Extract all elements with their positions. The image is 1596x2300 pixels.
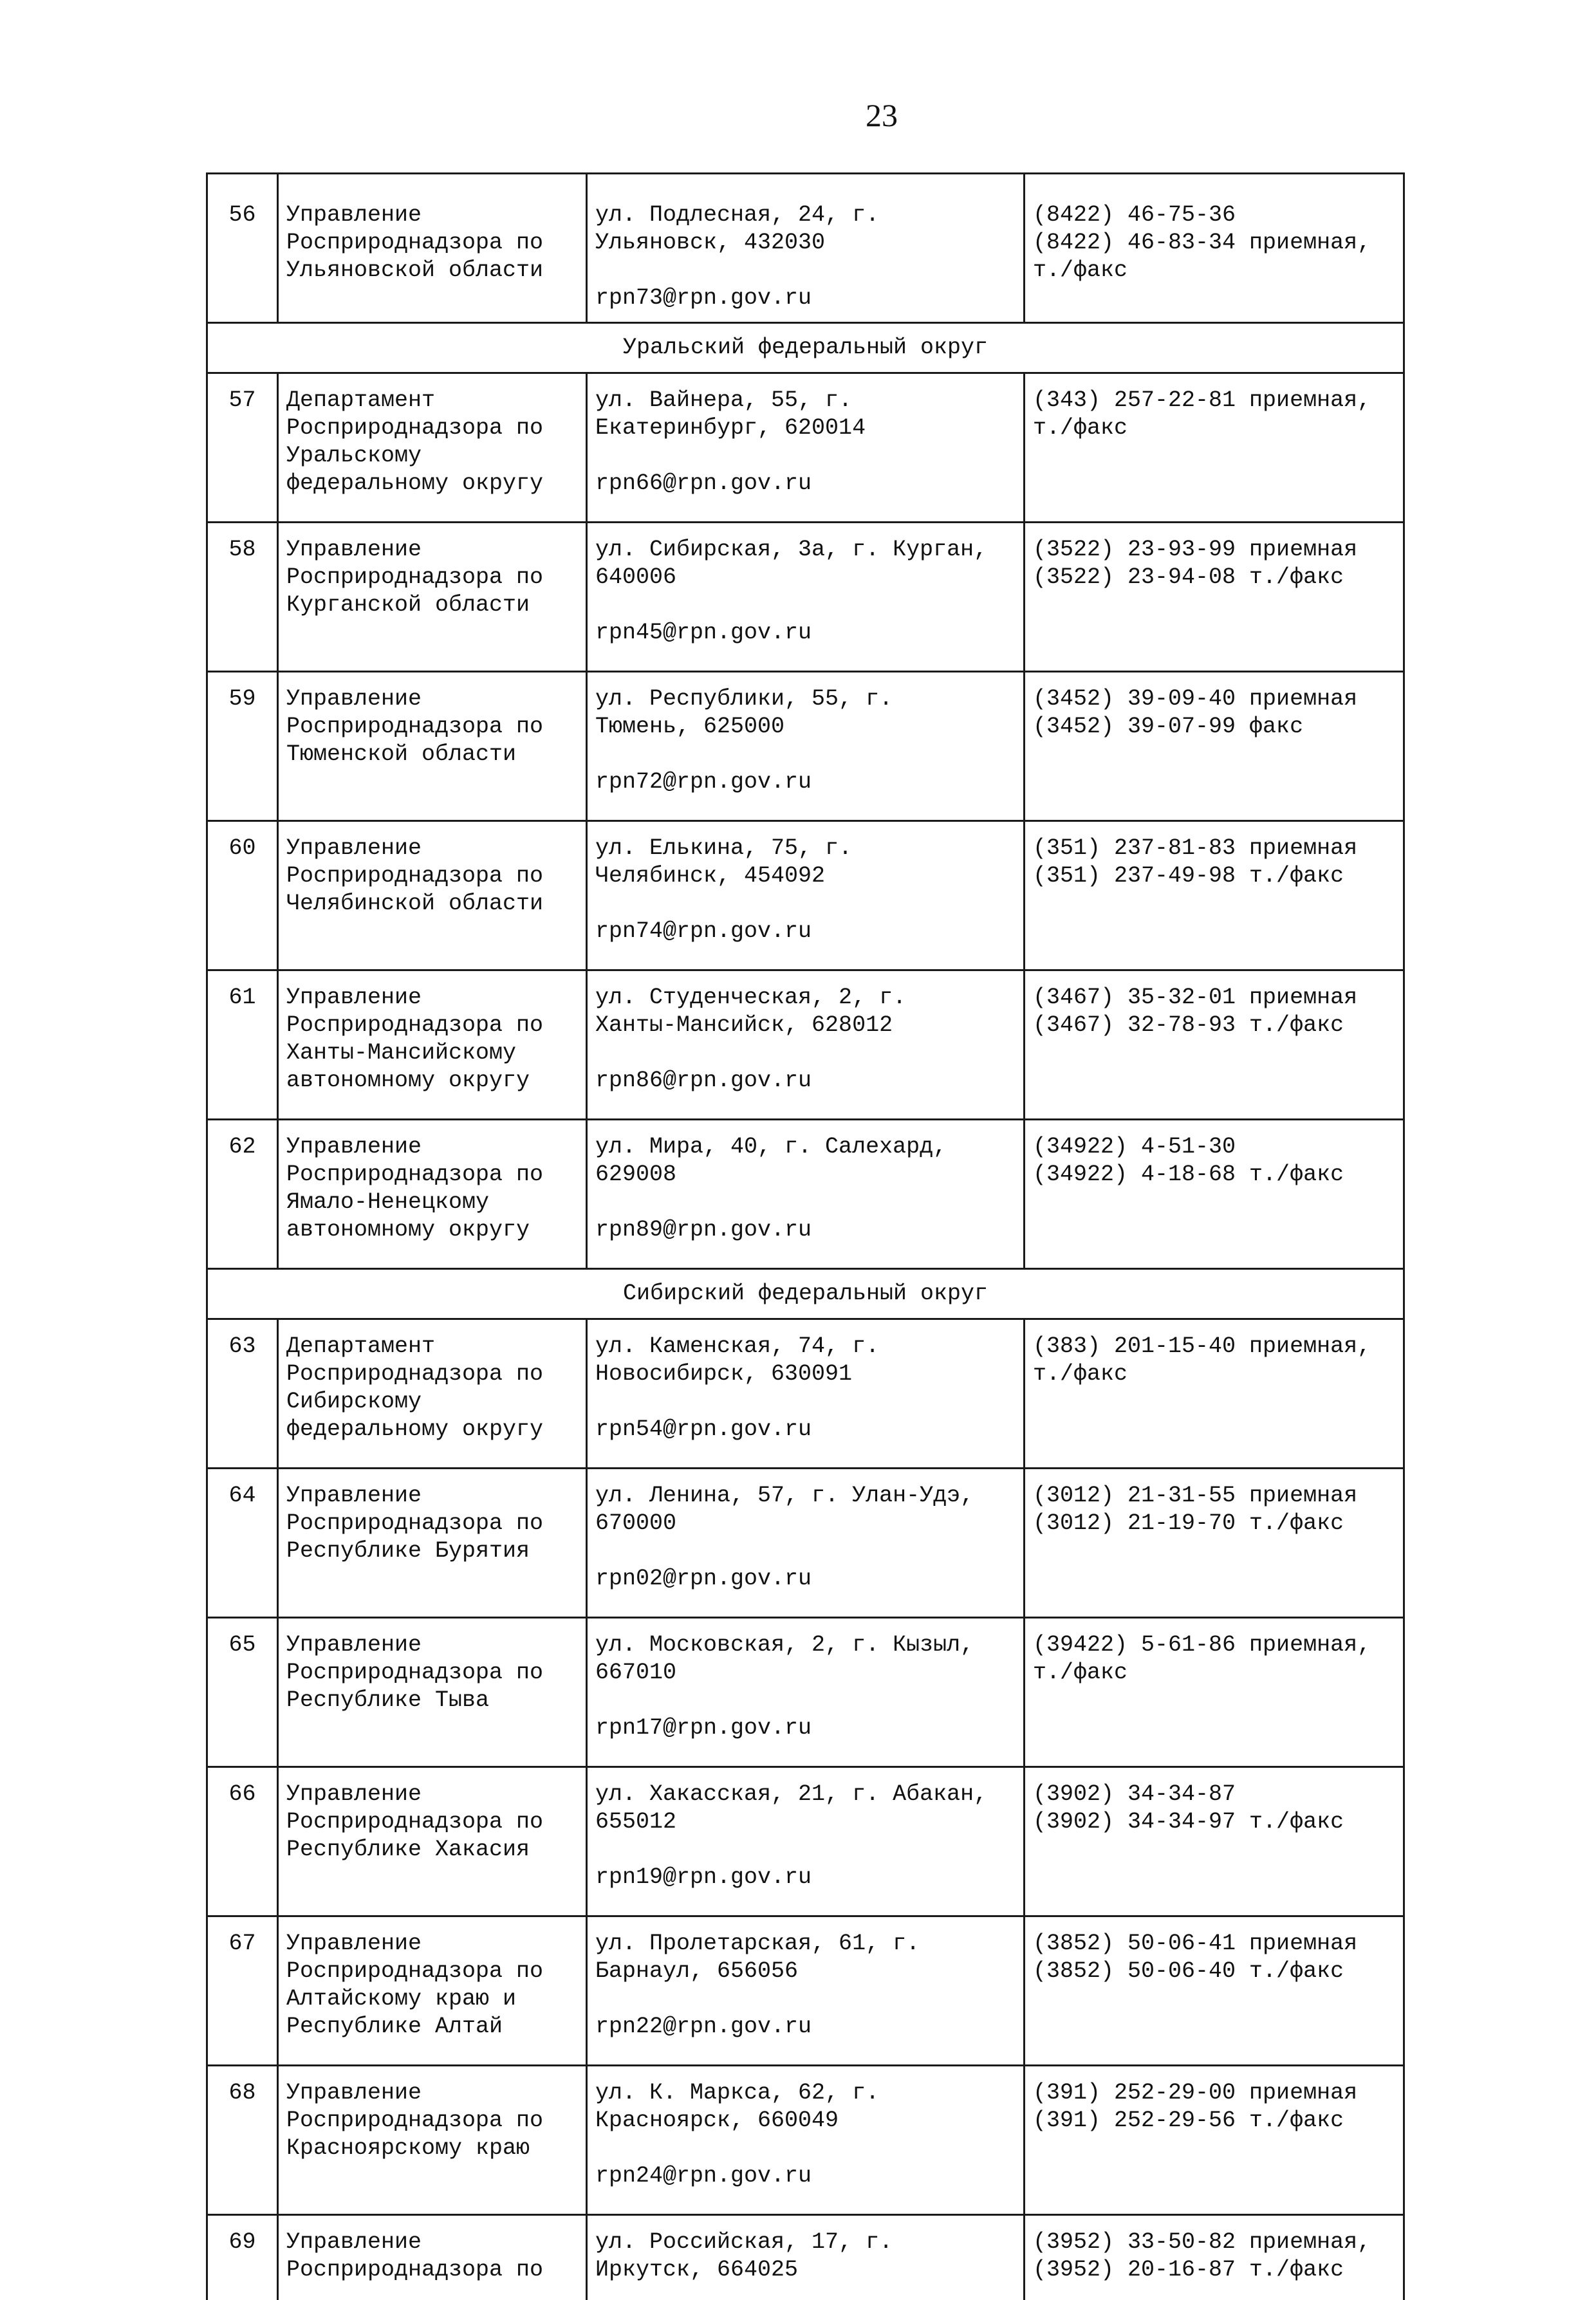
address-cell	[587, 1916, 1025, 2066]
organization-line: Республике Тыва	[286, 1687, 578, 1714]
organization-cell	[278, 1319, 587, 1469]
address-line: ул. Каменская, 74, г.	[595, 1333, 1016, 1360]
address-line: Иркутск, 664025	[595, 2256, 1016, 2284]
phone-line: (343) 257-22-81 приемная,	[1033, 387, 1395, 414]
phone-line: (3452) 39-09-40 приемная	[1033, 685, 1395, 713]
row-number: 57	[207, 373, 278, 523]
address-line: Челябинск, 454092	[595, 862, 1016, 890]
email-address: rpn72@rpn.gov.ru	[595, 768, 1016, 796]
row-number: 66	[207, 1767, 278, 1916]
address-cell	[587, 2215, 1025, 2300]
organization-line: Росприроднадзора по	[286, 414, 578, 442]
phone-line: (8422) 46-83-34 приемная,	[1033, 229, 1395, 257]
phone-cell	[1025, 970, 1404, 1120]
address-line: ул. Вайнера, 55, г.	[595, 387, 1016, 414]
table-row	[207, 373, 1404, 523]
organization-line: автономному округу	[286, 1216, 578, 1244]
address-cell	[587, 1319, 1025, 1469]
phone-line: (3012) 21-31-55 приемная	[1033, 1482, 1395, 1510]
address-cell	[587, 523, 1025, 672]
organization-cell	[278, 672, 587, 821]
spacer	[595, 2135, 1016, 2162]
organization-line: Управление	[286, 201, 578, 229]
phone-line: т./факс	[1033, 1360, 1395, 1388]
organization-line: Росприроднадзора по	[286, 1360, 578, 1388]
organization-line: Республике Алтай	[286, 2013, 578, 2041]
table-row	[207, 970, 1404, 1120]
phone-cell	[1025, 1120, 1404, 1269]
organization-line: Управление	[286, 1781, 578, 1808]
organization-cell	[278, 523, 587, 672]
phone-cell	[1025, 373, 1404, 523]
spacer	[595, 1039, 1016, 1067]
address-line: ул. Хакасская, 21, г. Абакан,	[595, 1781, 1016, 1808]
organization-line: Росприроднадзора по	[286, 1958, 578, 1985]
organization-cell	[278, 1469, 587, 1618]
table-row	[207, 672, 1404, 821]
table-row	[207, 174, 1404, 323]
phone-line: (383) 201-15-40 приемная,	[1033, 1333, 1395, 1360]
address-line: Тюмень, 625000	[595, 713, 1016, 741]
phone-line: (3522) 23-94-08 т./факс	[1033, 564, 1395, 591]
address-cell	[587, 1469, 1025, 1618]
row-number: 67	[207, 1916, 278, 2066]
organization-line: Ханты-Мансийскому	[286, 1039, 578, 1067]
organization-cell	[278, 1120, 587, 1269]
email-address: rpn89@rpn.gov.ru	[595, 1216, 1016, 1244]
organization-cell	[278, 2215, 587, 2300]
email-address: rpn17@rpn.gov.ru	[595, 1714, 1016, 1742]
phone-line: т./факс	[1033, 257, 1395, 284]
organization-line: Росприроднадзора по	[286, 1510, 578, 1537]
phone-line: (8422) 46-75-36	[1033, 201, 1395, 229]
address-line: ул. Ленина, 57, г. Улан-Удэ,	[595, 1482, 1016, 1510]
email-address: rpn02@rpn.gov.ru	[595, 1565, 1016, 1593]
spacer	[595, 1537, 1016, 1565]
phone-cell	[1025, 2066, 1404, 2215]
address-cell	[587, 174, 1025, 323]
row-number: 63	[207, 1319, 278, 1469]
organization-line: Курганской области	[286, 591, 578, 619]
row-number: 61	[207, 970, 278, 1120]
organization-line: Росприроднадзора по	[286, 862, 578, 890]
email-address: rpn54@rpn.gov.ru	[595, 1416, 1016, 1443]
address-line: 640006	[595, 564, 1016, 591]
organization-line: Алтайскому краю и	[286, 1985, 578, 2013]
table-row	[207, 1767, 1404, 1916]
organization-line: Управление	[286, 2079, 578, 2107]
organization-cell	[278, 970, 587, 1120]
table-row	[207, 1618, 1404, 1767]
phone-line: (3902) 34-34-87	[1033, 1781, 1395, 1808]
organization-line: Росприроднадзора по	[286, 2256, 578, 2284]
organization-line: Управление	[286, 984, 578, 1012]
phone-line: (3952) 20-16-87 т./факс	[1033, 2256, 1395, 2284]
row-number: 64	[207, 1469, 278, 1618]
organization-line: Росприроднадзора по	[286, 1161, 578, 1189]
address-line: 655012	[595, 1808, 1016, 1836]
organization-line: Департамент	[286, 387, 578, 414]
spacer	[595, 1836, 1016, 1864]
address-line: Екатеринбург, 620014	[595, 414, 1016, 442]
organization-line: Республике Хакасия	[286, 1836, 578, 1864]
email-address: rpn24@rpn.gov.ru	[595, 2162, 1016, 2190]
organization-line: Росприроднадзора по	[286, 1012, 578, 1039]
phone-cell	[1025, 523, 1404, 672]
row-number: 59	[207, 672, 278, 821]
organization-line: Ямало-Ненецкому	[286, 1189, 578, 1216]
address-cell	[587, 821, 1025, 970]
address-line: Ханты-Мансийск, 628012	[595, 1012, 1016, 1039]
phone-line: (3522) 23-93-99 приемная	[1033, 536, 1395, 564]
organization-line: федеральному округу	[286, 1416, 578, 1443]
address-line: Красноярск, 660049	[595, 2107, 1016, 2135]
organization-line: Управление	[286, 2229, 578, 2256]
email-address: rpn73@rpn.gov.ru	[595, 284, 1016, 312]
phone-cell	[1025, 174, 1404, 323]
email-address: rpn19@rpn.gov.ru	[595, 1864, 1016, 1891]
phone-line: (391) 252-29-00 приемная	[1033, 2079, 1395, 2107]
email-address: rpn66@rpn.gov.ru	[595, 470, 1016, 497]
spacer	[595, 442, 1016, 470]
spacer	[595, 890, 1016, 918]
address-line: ул. Мира, 40, г. Салехард,	[595, 1133, 1016, 1161]
spacer	[595, 257, 1016, 284]
table-row	[207, 821, 1404, 970]
district-title: Сибирский федеральный округ	[207, 1269, 1404, 1319]
organization-line: Росприроднадзора по	[286, 1808, 578, 1836]
contacts-table	[206, 172, 1405, 2300]
email-address: rpn45@rpn.gov.ru	[595, 619, 1016, 647]
organization-cell	[278, 821, 587, 970]
address-line: ул. К. Маркса, 62, г.	[595, 2079, 1016, 2107]
address-line: ул. Московская, 2, г. Кызыл,	[595, 1631, 1016, 1659]
district-header-row	[207, 1269, 1404, 1319]
organization-line: Управление	[286, 685, 578, 713]
phone-cell	[1025, 1618, 1404, 1767]
district-header-row	[207, 323, 1404, 373]
address-cell	[587, 1120, 1025, 1269]
phone-line: (3467) 32-78-93 т./факс	[1033, 1012, 1395, 1039]
address-line: Ульяновск, 432030	[595, 229, 1016, 257]
table-row	[207, 523, 1404, 672]
spacer	[595, 1985, 1016, 2013]
organization-line: Управление	[286, 1930, 578, 1958]
address-line: ул. Пролетарская, 61, г.	[595, 1930, 1016, 1958]
table-row	[207, 1120, 1404, 1269]
address-line: 670000	[595, 1510, 1016, 1537]
address-line: ул. Республики, 55, г.	[595, 685, 1016, 713]
phone-cell	[1025, 821, 1404, 970]
organization-line: Росприроднадзора по	[286, 2107, 578, 2135]
organization-line: Управление	[286, 1482, 578, 1510]
phone-line: т./факс	[1033, 414, 1395, 442]
phone-cell	[1025, 1319, 1404, 1469]
address-line: 629008	[595, 1161, 1016, 1189]
address-line: ул. Елькина, 75, г.	[595, 835, 1016, 862]
phone-line: (351) 237-49-98 т./факс	[1033, 862, 1395, 890]
address-line: ул. Подлесная, 24, г.	[595, 201, 1016, 229]
row-number: 62	[207, 1120, 278, 1269]
phone-line: (3467) 35-32-01 приемная	[1033, 984, 1395, 1012]
spacer	[595, 591, 1016, 619]
organization-line: Департамент	[286, 1333, 578, 1360]
organization-cell	[278, 373, 587, 523]
district-title: Уральский федеральный округ	[207, 323, 1404, 373]
phone-line: (34922) 4-51-30	[1033, 1133, 1395, 1161]
spacer	[595, 1687, 1016, 1714]
organization-cell	[278, 2066, 587, 2215]
phone-line: (3852) 50-06-40 т./факс	[1033, 1958, 1395, 1985]
email-address: rpn86@rpn.gov.ru	[595, 1067, 1016, 1095]
address-line: ул. Сибирская, 3а, г. Курган,	[595, 536, 1016, 564]
table-row	[207, 1319, 1404, 1469]
spacer	[595, 1189, 1016, 1216]
organization-line: Тюменской области	[286, 741, 578, 768]
address-line: ул. Студенческая, 2, г.	[595, 984, 1016, 1012]
organization-line: Росприроднадзора по	[286, 713, 578, 741]
phone-cell	[1025, 2215, 1404, 2300]
phone-cell	[1025, 1469, 1404, 1618]
phone-line: (391) 252-29-56 т./факс	[1033, 2107, 1395, 2135]
phone-cell	[1025, 1767, 1404, 1916]
organization-line: Ульяновской области	[286, 257, 578, 284]
organization-line: Челябинской области	[286, 890, 578, 918]
email-address: rpn74@rpn.gov.ru	[595, 918, 1016, 945]
phone-line: т./факс	[1033, 1659, 1395, 1687]
organization-line: федеральному округу	[286, 470, 578, 497]
phone-line: (3012) 21-19-70 т./факс	[1033, 1510, 1395, 1537]
phone-line: (39422) 5-61-86 приемная,	[1033, 1631, 1395, 1659]
spacer	[595, 1388, 1016, 1416]
organization-line: Сибирскому	[286, 1388, 578, 1416]
address-cell	[587, 1767, 1025, 1916]
phone-line: (3852) 50-06-41 приемная	[1033, 1930, 1395, 1958]
phone-line: (3452) 39-07-99 факс	[1033, 713, 1395, 741]
organization-line: Росприроднадзора по	[286, 564, 578, 591]
spacer	[595, 741, 1016, 768]
phone-line: (34922) 4-18-68 т./факс	[1033, 1161, 1395, 1189]
phone-line: (3902) 34-34-97 т./факс	[1033, 1808, 1395, 1836]
organization-line: Управление	[286, 536, 578, 564]
address-cell	[587, 373, 1025, 523]
row-number: 65	[207, 1618, 278, 1767]
page-number: 23	[843, 97, 920, 134]
phone-line: (351) 237-81-83 приемная	[1033, 835, 1395, 862]
organization-line: Уральскому	[286, 442, 578, 470]
organization-cell	[278, 1767, 587, 1916]
row-number: 60	[207, 821, 278, 970]
row-number: 58	[207, 523, 278, 672]
phone-line: (3952) 33-50-82 приемная,	[1033, 2229, 1395, 2256]
row-number: 69	[207, 2215, 278, 2300]
table-row	[207, 1469, 1404, 1618]
organization-line: Росприроднадзора по	[286, 1659, 578, 1687]
organization-line: Республике Бурятия	[286, 1537, 578, 1565]
address-cell	[587, 970, 1025, 1120]
organization-line: Управление	[286, 1631, 578, 1659]
organization-cell	[278, 1916, 587, 2066]
address-cell	[587, 1618, 1025, 1767]
organization-line: Росприроднадзора по	[286, 229, 578, 257]
organization-line: автономному округу	[286, 1067, 578, 1095]
address-line: Барнаул, 656056	[595, 1958, 1016, 1985]
phone-cell	[1025, 1916, 1404, 2066]
email-address: rpn22@rpn.gov.ru	[595, 2013, 1016, 2041]
table-row	[207, 2066, 1404, 2215]
phone-cell	[1025, 672, 1404, 821]
organization-line: Красноярскому краю	[286, 2135, 578, 2162]
table-row	[207, 2215, 1404, 2300]
row-number: 56	[207, 174, 278, 323]
address-line: 667010	[595, 1659, 1016, 1687]
row-number: 68	[207, 2066, 278, 2215]
address-cell	[587, 2066, 1025, 2215]
organization-line: Управление	[286, 835, 578, 862]
table-row	[207, 1916, 1404, 2066]
address-line: ул. Российская, 17, г.	[595, 2229, 1016, 2256]
address-cell	[587, 672, 1025, 821]
organization-cell	[278, 174, 587, 323]
organization-cell	[278, 1618, 587, 1767]
address-line: Новосибирск, 630091	[595, 1360, 1016, 1388]
organization-line: Управление	[286, 1133, 578, 1161]
